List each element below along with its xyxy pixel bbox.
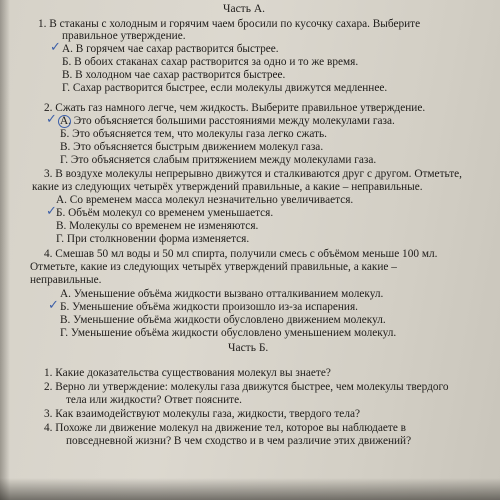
pen-circle-mark-q2 [58, 115, 71, 128]
q1-option-b: Б. В обоих стаканах сахар растворится за одно и то же время. [62, 56, 359, 68]
part-b-q2-line1: 2. Верно ли утверждение: молекулы газа движутся быстрее, чем молекулы твердого [44, 381, 449, 393]
q2-option-b: Б. Это объясняется тем, что молекулы газа легко сжать. [60, 128, 327, 140]
q3-text-line2: какие из следующих четырёх утверждений правильные, а какие – неправильные. [32, 181, 423, 193]
part-a-title: Часть А. [223, 3, 266, 15]
part-b-q4-line2: повседневной жизни? В чем сходство и в чем различие этих движений? [66, 435, 412, 447]
q4-text-line2: Отметьте, какие из следующих четырёх утверждений правильные, а какие – [30, 261, 397, 273]
pen-check-mark-q4: ✓ [48, 298, 59, 313]
q4-option-b: Б. Уменьшение объёма жидкости произошло из-за испарения. [60, 301, 358, 313]
q2-text-line1: 2. Сжать газ намного легче, чем жидкость. Выберите правильное утверждение. [44, 102, 426, 114]
q2-option-v: В. Это объясняется быстрым движением молекул газа. [60, 141, 324, 153]
page-shadow-bottom [0, 478, 500, 500]
q4-text-line1: 4. Смешав 50 мл воды и 50 мл спирта, получили смесь с объёмом меньше 100 мл. [44, 248, 438, 260]
pen-check-mark-q1: ✓ [50, 40, 61, 55]
q3-option-b: Б. Объём молекул со временем уменьшается. [56, 207, 274, 219]
q1-text-line2: правильное утверждение. [62, 30, 186, 42]
page-shadow-left [0, 0, 10, 500]
q4-text-line3: неправильные. [30, 274, 102, 286]
part-b-q1: 1. Какие доказательства существования молекул вы знаете? [44, 367, 331, 379]
part-b-q3: 3. Как взаимодействуют молекулы газа, жидкости, твердого тела? [44, 408, 360, 420]
q2-option-g: Г. Это объясняется слабым притяжением между молекулами газа. [60, 154, 377, 166]
q1-text-line1: 1. В стаканы с холодным и горячим чаем бросили по кусочку сахара. Выберите [38, 18, 421, 30]
q1-option-g: Г. Сахар растворится быстрее, если молекулы движутся медленнее. [62, 82, 388, 94]
q1-option-v: В. В холодном чае сахар растворится быстрее. [62, 69, 286, 81]
q4-option-a: А. Уменьшение объёма жидкости вызвано отталкиванием молекул. [60, 288, 384, 300]
q4-option-g: Г. Уменьшение объёма жидкости обусловлено уменьшением молекул. [60, 327, 397, 339]
q1-option-a: А. В горячем чае сахар растворится быстрее. [62, 43, 279, 55]
part-b-q4-line1: 4. Похоже ли движение молекул на движение тел, которое вы наблюдаете в [44, 422, 407, 434]
q4-option-v: В. Уменьшение объёма жидкости обусловлено движением молекул. [60, 314, 386, 326]
q3-option-a: А. Со временем масса молекул незначительно увеличивается. [56, 194, 354, 206]
part-b-title: Часть Б. [228, 342, 269, 354]
part-b-q2-line2: тела или жидкости? Ответ поясните. [66, 394, 242, 406]
q3-text-line1: 3. В воздухе молекулы непрерывно движутся и сталкиваются друг с другом. Отметьте, [44, 168, 463, 180]
q2-option-a: А. Это объясняется большими расстояниями между молекулами газа. [60, 115, 395, 127]
q3-option-g: Г. При столкновении форма изменяется. [56, 233, 250, 245]
q3-option-v: В. Молекулы со временем не изменяются. [56, 220, 259, 232]
pen-check-mark-q2: ✓ [46, 112, 57, 127]
pen-check-mark-q3: ✓ [46, 204, 57, 219]
